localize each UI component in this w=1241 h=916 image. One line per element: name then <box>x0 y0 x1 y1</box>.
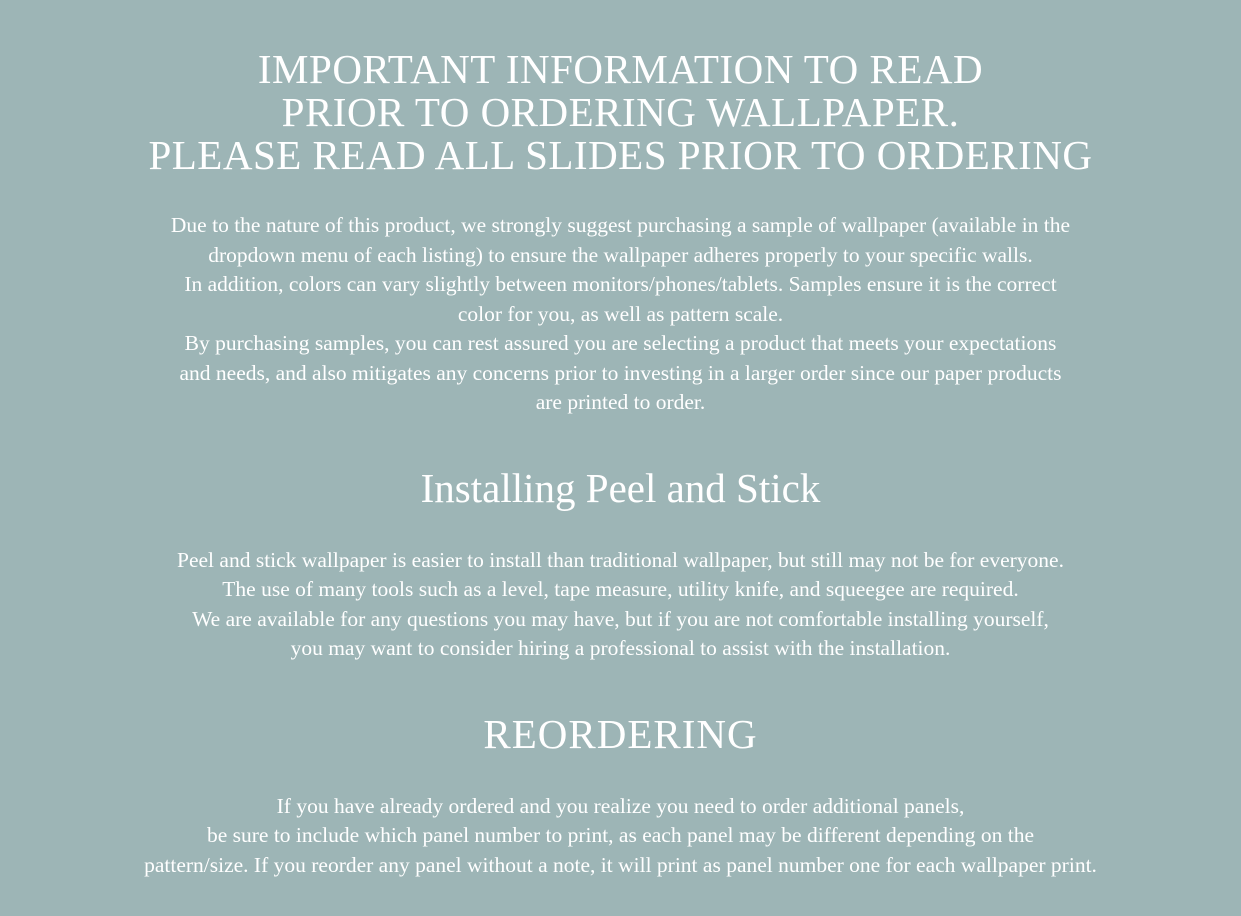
intro-line: In addition, colors can vary slightly between monitors/phones/tablets. Samples ensure it is the correct <box>184 272 1057 296</box>
intro-line: Due to the nature of this product, we strongly suggest purchasing a sample of wallpaper (available in the <box>170 213 1071 237</box>
section-body-line: We are available for any questions you may have, but if you are not comfortable installing yourself, <box>192 606 1049 631</box>
intro-line: are printed to order. <box>535 390 706 414</box>
page-title-line-1: IMPORTANT INFORMATION TO READ <box>257 46 984 92</box>
section-title: Installing Peel and Stick <box>420 464 821 511</box>
intro-line: dropdown menu of each listing) to ensure the wallpaper adheres properly to your specific walls. <box>208 242 1033 267</box>
page-title-line-3: PLEASE READ ALL SLIDES PRIOR TO ORDERING <box>148 132 1093 178</box>
section-installing-peel-and-stick <box>40 464 1201 664</box>
intro-paragraph <box>40 211 1201 418</box>
section-body-line: you may want to consider hiring a professional to assist with the installation. <box>290 636 951 661</box>
intro-line: color for you, as well as pattern scale. <box>457 301 784 326</box>
section-title: REORDERING <box>483 710 758 757</box>
section-body-line: pattern/size. If you reorder any panel without a note, it will print as panel number one for each wallpaper print. <box>144 852 1097 877</box>
intro-line: and needs, and also mitigates any concerns prior to investing in a larger order since our paper products <box>179 360 1062 385</box>
page-title <box>40 48 1201 177</box>
section-reordering <box>40 710 1201 881</box>
section-body <box>40 792 1201 881</box>
section-body-line: be sure to include which panel number to print, as each panel may be different depending on the <box>206 823 1035 848</box>
section-body-line: The use of many tools such as a level, tape measure, utility knife, and squeegee are required. <box>222 577 1019 602</box>
section-body-line: If you have already ordered and you realize you need to order additional panels, <box>276 793 965 818</box>
page-title-line-2: PRIOR TO ORDERING WALLPAPER. <box>281 89 960 135</box>
intro-line: By purchasing samples, you can rest assured you are selecting a product that meets your expectations <box>184 331 1057 355</box>
section-body <box>40 546 1201 664</box>
section-body-line: Peel and stick wallpaper is easier to install than traditional wallpaper, but still may not be for everyone. <box>177 547 1064 572</box>
